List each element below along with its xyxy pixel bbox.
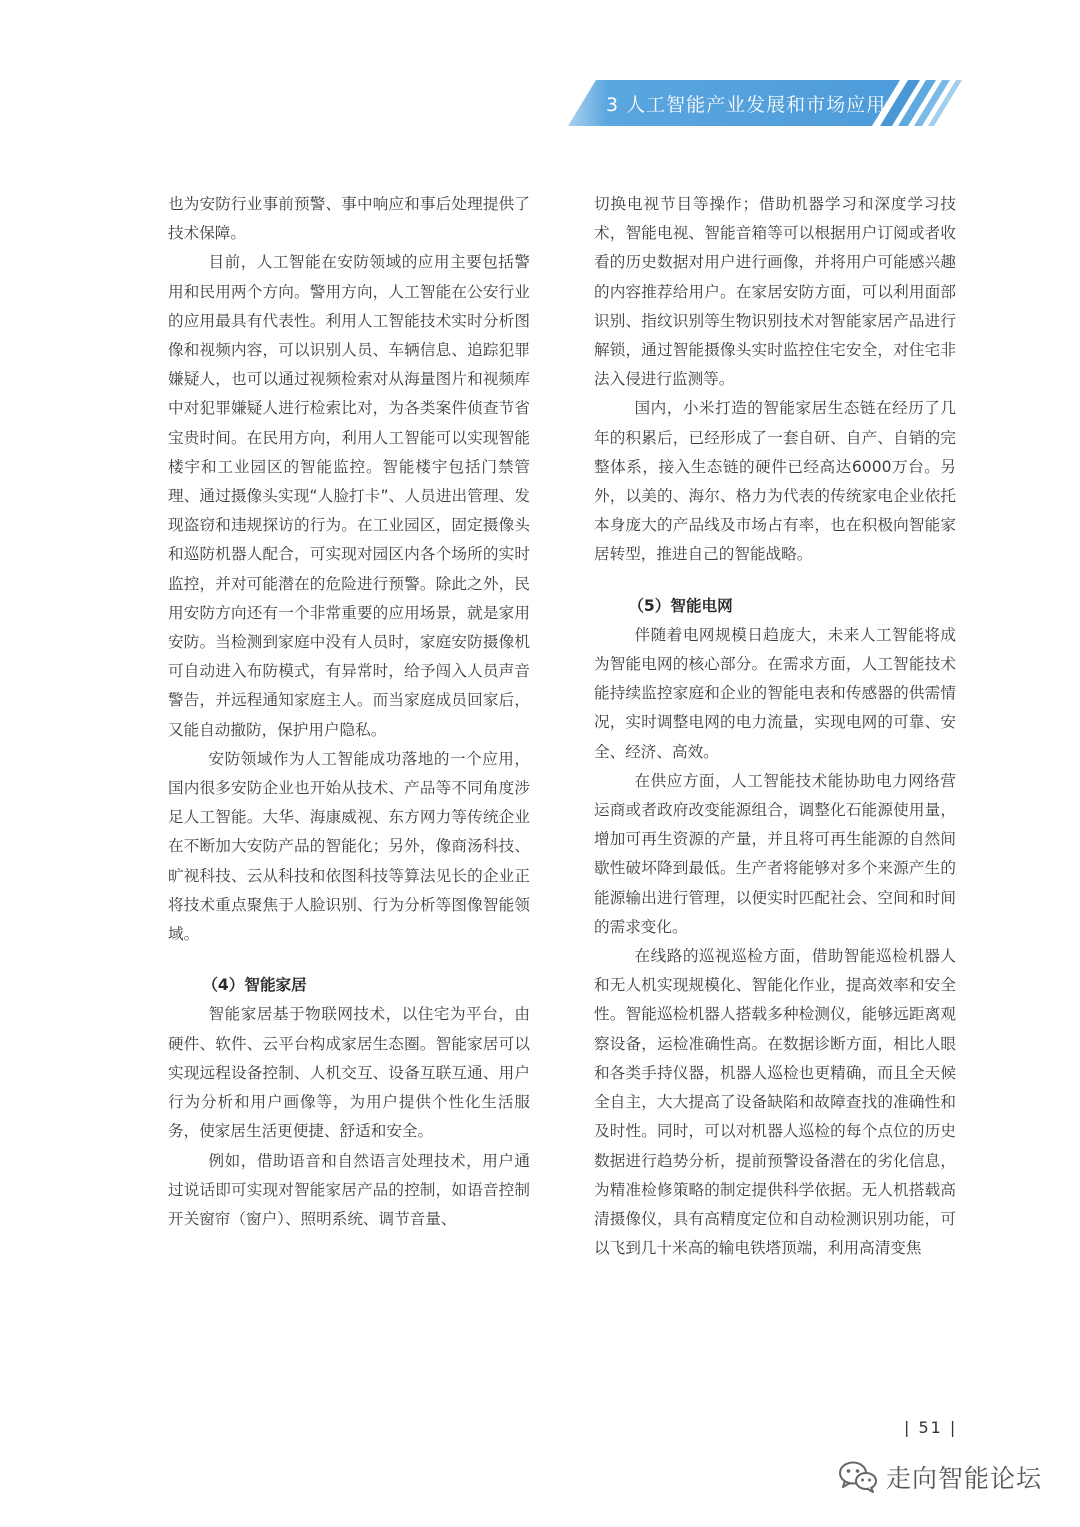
- paragraph: 智能家居基于物联网技术，以住宅为平台，由硬件、软件、云平台构成家居生态圈。智能家居可以实现远程设备控制、人机交互、设备互联互通、用户行为分析和用户画像等，为用户提供个性化生活服务，使家居生活更便捷、舒适和安全。: [168, 1005, 530, 1141]
- chapter-title: 3 人工智能产业发展和市场应用: [606, 94, 887, 116]
- wechat-icon: [838, 1460, 878, 1494]
- page-number: | 51 |: [904, 1418, 958, 1437]
- section-heading-smart-grid: （5）智能电网: [628, 596, 733, 615]
- chapter-header-banner: [568, 80, 968, 126]
- paragraph: 安防领域作为人工智能成功落地的一个应用，国内很多安防企业也开始从技术、产品等不同角度涉足人工智能。大华、海康威视、东方网力等传统企业在不断加大安防产品的智能化；另外，像商汤科技、旷视科技、云从科技和依图科技等算法见长的企业正将技术重点聚焦于人脸识别、行为分析等图像智能领域。: [168, 749, 530, 944]
- paragraph: 在线路的巡视巡检方面，借助智能巡检机器人和无人机实现规模化、智能化作业，提高效率和安全性。智能巡检机器人搭载多种检测仪，能够远距离观察设备，运检准确性高。在数据诊断方面，相比人眼和各类手持仪器，机器人巡检也更精确，而且全天候全自主，大大提高了设备缺陷和故障查找的准确性和及时性。同时，可以对机器人巡检的每个点位的历史数据进行趋势分析，提前预警设备潜在的劣化信息，为精准检修策略的制定提供科学依据。无人机搭载高清摄像仪，具有高精度定位和自动检测识别功能，可以飞到几十米高的输电铁塔顶端，利用高清变焦: [594, 947, 956, 1258]
- left-column: [168, 190, 530, 1234]
- paragraph: 也为安防行业事前预警、事中响应和事后处理提供了技术保障。: [168, 195, 530, 243]
- section-heading-smart-home: （4）智能家居: [202, 976, 307, 995]
- paragraph: 伴随着电网规模日趋庞大，未来人工智能将成为智能电网的核心部分。在需求方面，人工智能技术能持续监控家庭和企业的智能电表和传感器的供需情况，实时调整电网的电力流量，实现电网的可靠、安全、经济、高效。: [594, 625, 956, 761]
- paragraph: 例如，借助语音和自然语言处理技术，用户通过说话即可实现对智能家居产品的控制，如语音控制开关窗帘（窗户）、照明系统、调节音量、: [168, 1151, 530, 1228]
- paragraph: 国内，小米打造的智能家居生态链在经历了几年的积累后，已经形成了一套自研、自产、自销的完整体系，接入生态链的硬件已经高达6000万台。另外，以美的、海尔、格力为代表的传统家电企业依托本身庞大的产品线及市场占有率，也在积极向智能家居转型，推进自己的智能战略。: [594, 399, 956, 564]
- watermark: [838, 1457, 1042, 1497]
- paragraph: 在供应方面，人工智能技术能协助电力网络营运商或者政府改变能源组合，调整化石能源使用量，增加可再生资源的产量，并且将可再生能源的自然间歇性破坏降到最低。生产者将能够对多个来源产生的能源输出进行管理，以便实时匹配社会、空间和时间的需求变化。: [594, 771, 956, 936]
- right-column: [594, 190, 956, 1263]
- watermark-text: 走向智能论坛: [886, 1464, 1043, 1493]
- paragraph: 目前，人工智能在安防领域的应用主要包括警用和民用两个方向。警用方向，人工智能在公安行业的应用最具有代表性。利用人工智能技术实时分析图像和视频内容，可以识别人员、车辆信息、追踪犯罪嫌疑人，也可以通过视频检索对从海量图片和视频库中对犯罪嫌疑人进行检索比对，为各类案件侦查节省宝贵时间。在民用方向，利用人工智能可以实现智能楼宇和工业园区的智能监控。智能楼宇包括门禁管理、通过摄像头实现“人脸打卡”、人员进出管理、发现盗窃和违规探访的行为。在工业园区，固定摄像头和巡防机器人配合，可实现对园区内各个场所的实时监控，并对可能潜在的危险进行预警。除此之外，民用安防方向还有一个非常重要的应用场景，就是家用安防。当检测到家庭中没有人员时，家庭安防摄像机可自动进入布防模式，有异常时，给予闯入人员声音警告，并远程通知家庭主人。而当家庭成员回家后，又能自动撤防，保护用户隐私。: [168, 253, 530, 739]
- paragraph: 切换电视节目等操作；借助机器学习和深度学习技术，智能电视、智能音箱等可以根据用户订阅或者收看的历史数据对用户进行画像，并将用户可能感兴趣的内容推荐给用户。在家居安防方面，可以利用面部识别、指纹识别等生物识别技术对智能家居产品进行解锁，通过智能摄像头实时监控住宅安全，对住宅非法入侵进行监测等。: [594, 195, 956, 389]
